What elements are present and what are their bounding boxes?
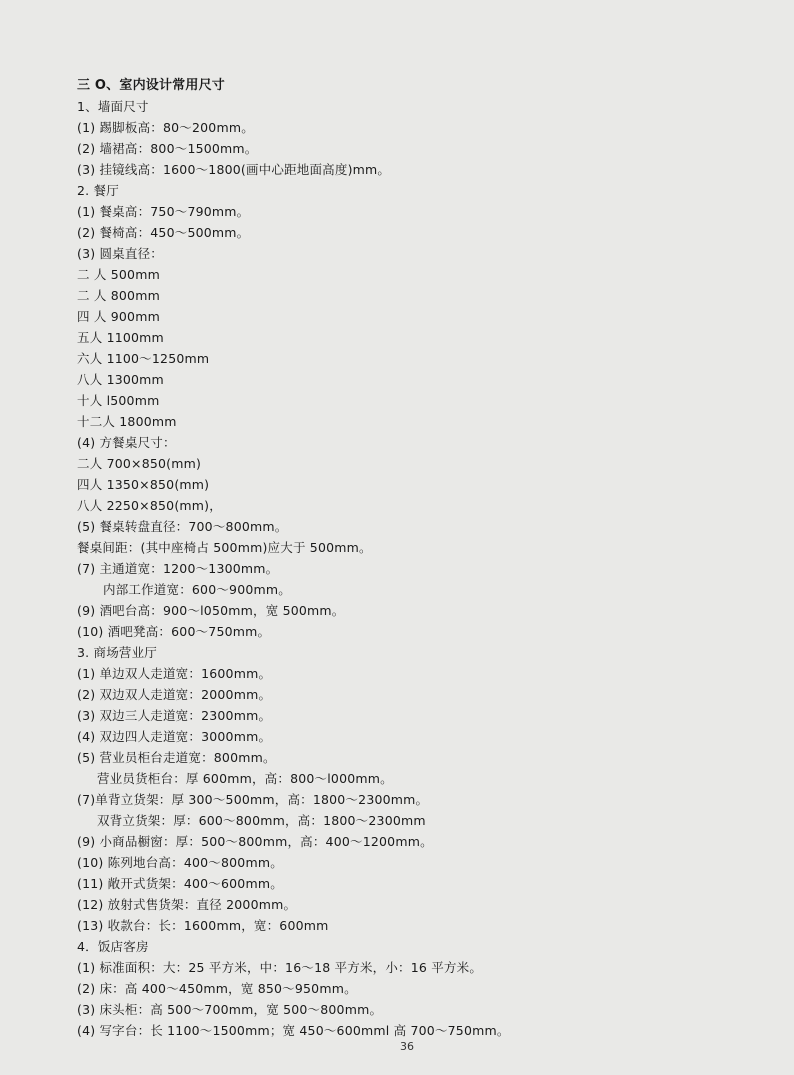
text-line: (7) 主通道宽：1200～1300mm。	[77, 561, 279, 576]
text-line: (9) 小商品橱窗：厚：500～800mm，高：400～1200mm。	[77, 834, 433, 849]
text-line: (2) 餐椅高：450～500mm。	[77, 225, 250, 240]
document-body	[77, 75, 757, 1041]
text-line: (3) 圆桌直径：	[77, 246, 163, 261]
text-line: (2) 双边双人走道宽：2000mm。	[77, 687, 272, 702]
text-line: (12) 放射式售货架：直径 2000mm。	[77, 897, 297, 912]
text-line: (1) 标准面积：大：25 平方米，中：16～18 平方米，小：16 平方米。	[77, 960, 483, 975]
text-line: 营业员货柜台：厚 600mm，高：800～l000mm。	[97, 771, 393, 786]
text-line: (5) 餐桌转盘直径：700～800mm。	[77, 519, 288, 534]
text-line: 内部工作道宽：600～900mm。	[103, 582, 291, 597]
text-line: 十人 l500mm	[77, 393, 160, 408]
text-line: 四人 1350×850(mm)	[77, 477, 210, 492]
text-line: 双背立货架：厚：600～800mm，高：1800～2300mm	[97, 813, 426, 828]
heading-hotel: 4．饭店客房	[77, 939, 149, 954]
text-line: (5) 营业员柜台走道宽：800mm。	[77, 750, 276, 765]
text-line: (3) 双边三人走道宽：2300mm。	[77, 708, 272, 723]
text-line: 六人 1100～1250mm	[77, 351, 210, 366]
text-line: 八人 1300mm	[77, 372, 164, 387]
heading-mall: 3. 商场营业厅	[77, 645, 157, 660]
text-line: 五人 1100mm	[77, 330, 164, 345]
text-line: (3) 床头柜：高 500～700mm，宽 500～800mm。	[77, 1002, 383, 1017]
text-line: 二 人 800mm	[77, 288, 160, 303]
text-line: 十二人 1800mm	[77, 414, 177, 429]
text-line: 二 人 500mm	[77, 267, 160, 282]
text-line: (11) 敞开式货架：400～600mm。	[77, 876, 283, 891]
text-line: (9) 酒吧台高：900～l050mm，宽 500mm。	[77, 603, 345, 618]
text-line: (1) 餐桌高：750～790mm。	[77, 204, 250, 219]
heading-wall: 1、墙面尺寸	[77, 99, 149, 114]
page-number: 36	[400, 1040, 414, 1053]
section-title: 三 O、室内设计常用尺寸	[77, 78, 225, 93]
text-line: (1) 单边双人走道宽：1600mm。	[77, 666, 272, 681]
text-line: 四 人 900mm	[77, 309, 160, 324]
text-line: (2) 墙裙高：800～1500mm。	[77, 141, 258, 156]
text-line: (10) 酒吧凳高：600～750mm。	[77, 624, 271, 639]
text-line: (3) 挂镜线高：1600～1800(画中心距地面高度)mm。	[77, 162, 391, 177]
text-line: (2) 床：高 400～450mm，宽 850～950mm。	[77, 981, 357, 996]
text-line: (4) 双边四人走道宽：3000mm。	[77, 729, 272, 744]
text-line: 餐桌间距：(其中座椅占 500mm)应大于 500mm。	[77, 540, 372, 555]
text-line: (13) 收款台：长：1600mm，宽：600mm	[77, 918, 329, 933]
text-line: (1) 踢脚板高：80～200mm。	[77, 120, 254, 135]
text-line: (7)单背立货架：厚 300～500mm，高：1800～2300mm。	[77, 792, 429, 807]
text-line: (10) 陈列地台高：400～800mm。	[77, 855, 283, 870]
text-line: (4) 方餐桌尺寸：	[77, 435, 176, 450]
text-line: 二人 700×850(mm)	[77, 456, 202, 471]
heading-dining: 2. 餐厅	[77, 183, 119, 198]
text-line: (4) 写字台：长 1100～1500mm；宽 450～600mml 高 700～750mm。	[77, 1023, 510, 1038]
text-line: 八人 2250×850(mm)，	[77, 498, 222, 513]
